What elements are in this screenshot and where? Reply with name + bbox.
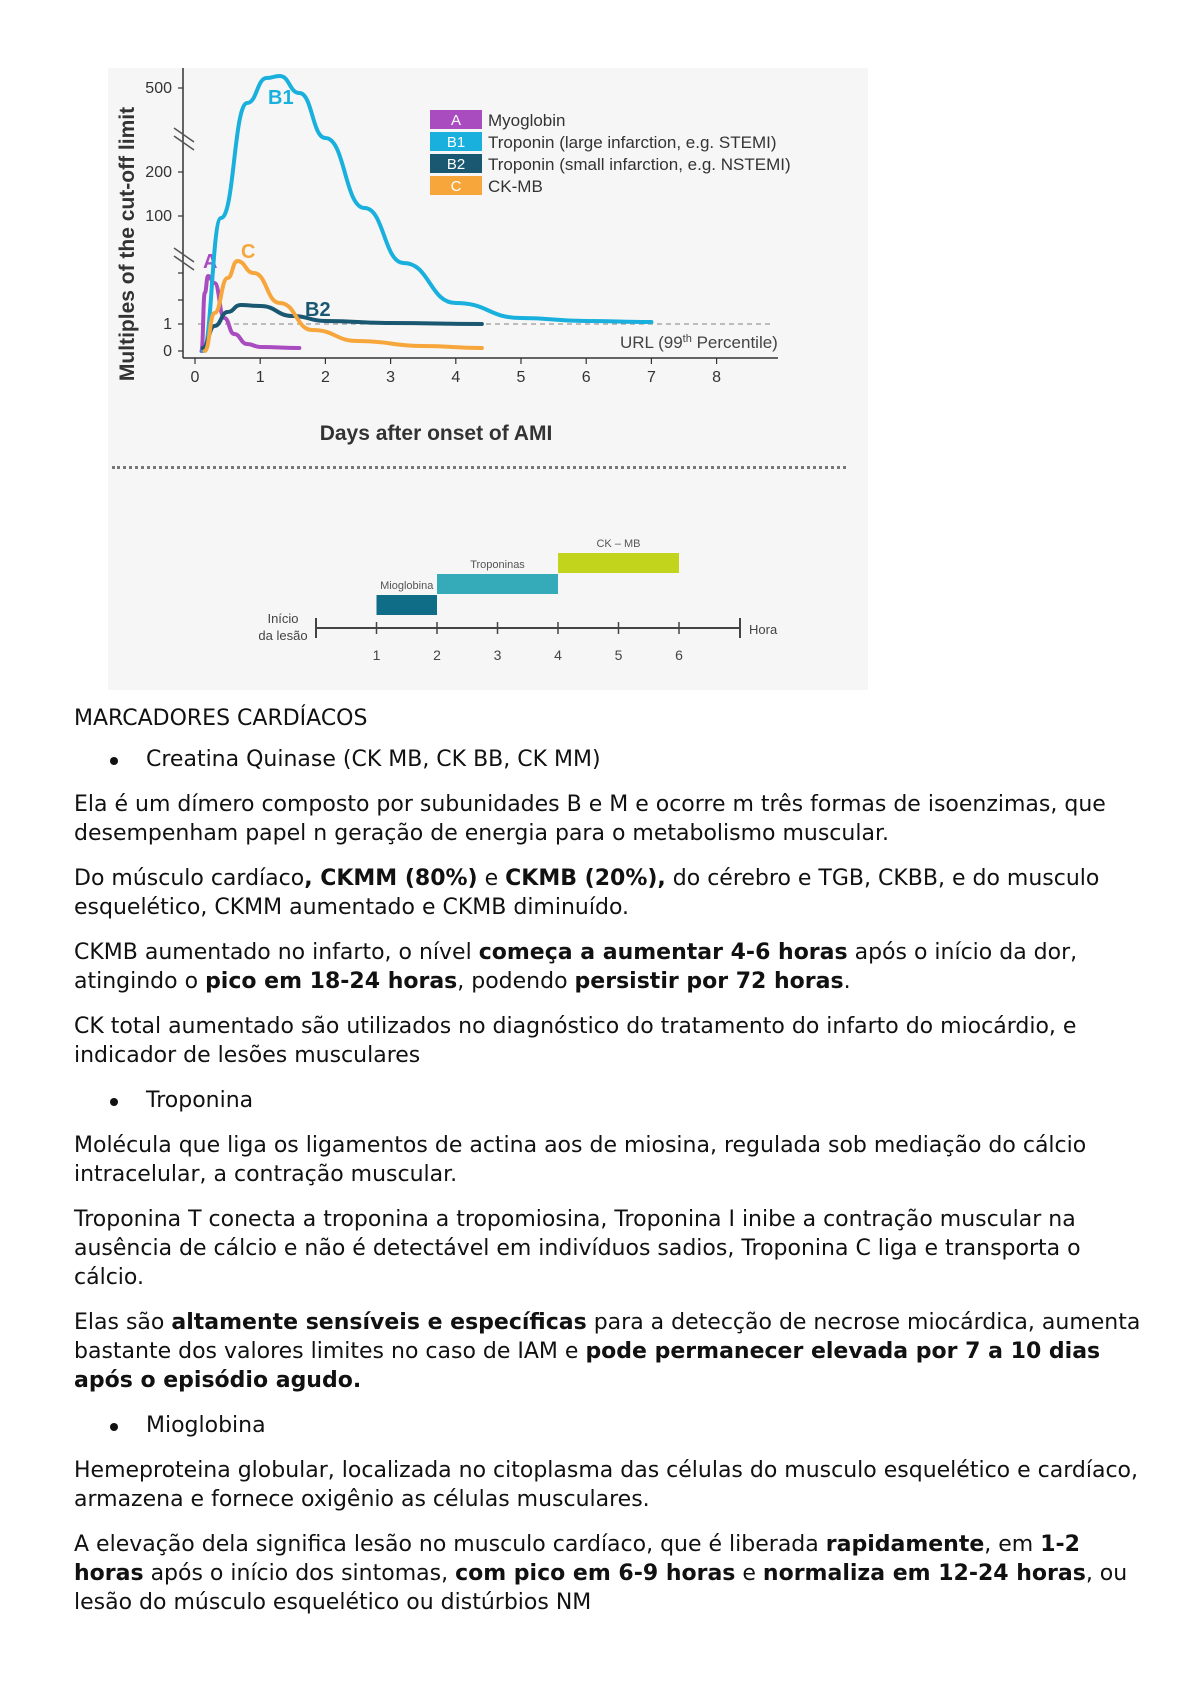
- timeline-start-label-2: da lesão: [258, 628, 308, 643]
- bold-text: normaliza em 12-24 horas: [762, 1561, 1086, 1586]
- y-tick-label: 100: [145, 208, 172, 225]
- text-run: , podendo: [457, 969, 575, 994]
- bullet-item: [74, 1086, 1144, 1115]
- timeline-end-label: Hora: [749, 622, 778, 637]
- body-paragraph: [74, 1131, 1144, 1189]
- text-run: Ela é um dímero composto por subunidades B e M e ocorre m três formas de isoenzimas, que desempenham papel n geração de energia para o metabolismo muscular.: [74, 792, 1106, 846]
- x-tick-label: 8: [712, 369, 722, 386]
- x-tick-label: 5: [516, 369, 526, 386]
- bold-text: começa a aumentar 4-6 horas: [478, 940, 848, 965]
- bullet-dot-icon: [110, 757, 118, 765]
- x-tick-label: 7: [646, 369, 656, 386]
- series-key-label-c: C: [241, 241, 256, 263]
- reference-line-label: URL (99th Percentile): [620, 333, 778, 352]
- series-key-label-b1: B1: [268, 87, 294, 109]
- y-tick-label: 0: [163, 343, 172, 360]
- body-paragraph: [74, 1456, 1144, 1514]
- y-tick-label: 500: [145, 80, 172, 97]
- y-tick-label: 200: [145, 164, 172, 181]
- text-run: do cérebro e TGB, CKBB, e do musculo esquelético, CKMM aumentado e CKMB diminuído.: [74, 866, 1100, 920]
- timeline-bar-3: [558, 553, 679, 573]
- bullet-label: Mioglobina: [146, 1413, 266, 1438]
- bold-text: persistir por 72 horas: [574, 969, 844, 994]
- timeline-bar-label: Troponinas: [470, 559, 525, 571]
- text-run: e: [477, 866, 506, 891]
- text-run: A elevação dela significa lesão no musculo cardíaco, que é liberada: [74, 1532, 826, 1557]
- x-tick-label: 1: [255, 369, 265, 386]
- axis-break-mark: [174, 248, 194, 270]
- text-run: , ou lesão do músculo esquelético ou distúrbios NM: [74, 1561, 1128, 1615]
- text-run: .: [843, 969, 851, 994]
- body-paragraph: [74, 864, 1144, 922]
- bold-text: pode permanecer elevada por 7 a 10 dias após o episódio agudo.: [74, 1339, 1101, 1393]
- axis-break-mark: [174, 128, 194, 150]
- text-run: após o início da dor, atingindo o: [74, 940, 1078, 994]
- text-run: Hemeproteina globular, localizada no citoplasma das células do musculo esquelético e cardíaco, armazena e fornece oxigênio as células musculares.: [74, 1458, 1138, 1512]
- text-run: Do músculo cardíaco: [74, 866, 305, 891]
- body-paragraph: [74, 1308, 1144, 1395]
- bullet-label: Creatina Quinase (CK MB, CK BB, CK MM): [146, 747, 601, 772]
- x-tick-label: 4: [451, 369, 461, 386]
- text-run: CKMB aumentado no infarto, o nível: [74, 940, 479, 965]
- bold-text: com pico em 6-9 horas: [455, 1561, 736, 1586]
- text-run: após o início dos sintomas,: [143, 1561, 456, 1586]
- chart-legend: [430, 110, 791, 196]
- document-body: [74, 704, 1144, 1633]
- series-key-label-b2: B2: [305, 299, 331, 321]
- sections-container: [74, 745, 1144, 1617]
- text-run: , em: [984, 1532, 1041, 1557]
- legend-entry: Troponin (large infarction, e.g. STEMI): [488, 133, 777, 152]
- text-run: e: [735, 1561, 763, 1586]
- bullet-dot-icon: [110, 1423, 118, 1431]
- timeline-bar-label: Mioglobina: [380, 580, 434, 592]
- bold-text: CKMB (20%),: [505, 866, 666, 891]
- biomarker-curves-chart: [108, 68, 868, 468]
- bold-text: 1-2 horas: [74, 1532, 1080, 1586]
- bold-text: pico em 18-24 horas: [205, 969, 458, 994]
- timeline-start-label: Início: [267, 611, 299, 626]
- figure-image: [108, 68, 868, 690]
- body-paragraph: [74, 790, 1144, 848]
- legend-entry: Troponin (small infarction, e.g. NSTEMI): [488, 155, 791, 174]
- legend-entry: Myoglobin: [488, 111, 566, 130]
- timeline-tick-label: 6: [675, 647, 683, 663]
- bullet-item: [74, 1411, 1144, 1440]
- timeline-tick-label: 2: [433, 647, 441, 663]
- body-paragraph: [74, 938, 1144, 996]
- dotted-separator: [112, 466, 846, 469]
- bullet-label: Troponina: [146, 1088, 254, 1113]
- bullet-item: [74, 745, 1144, 774]
- timeline-tick-label: 4: [554, 647, 562, 663]
- x-axis-label: Days after onset of AMI: [319, 422, 553, 445]
- page-title: MARCADORES CARDÍACOS: [74, 706, 368, 731]
- bold-text: altamente sensíveis e específicas: [171, 1310, 587, 1335]
- x-tick-label: 6: [581, 369, 591, 386]
- body-paragraph: [74, 1012, 1144, 1070]
- bold-text: , CKMM (80%): [304, 866, 478, 891]
- legend-key: B2: [446, 156, 466, 173]
- series-key-label-a: A: [203, 251, 218, 273]
- timeline-tick-label: 5: [614, 647, 623, 663]
- timeline-bar-label: CK – MB: [596, 538, 641, 550]
- legend-key: A: [450, 112, 462, 129]
- timeline-bar-2: [437, 574, 558, 594]
- x-tick-label: 3: [386, 369, 396, 386]
- body-paragraph: [74, 1205, 1144, 1292]
- x-tick-label: 2: [320, 369, 330, 386]
- bullet-dot-icon: [110, 1098, 118, 1106]
- marker-timeline-chart: [108, 478, 868, 690]
- text-run: Elas são: [74, 1310, 172, 1335]
- legend-entry: CK-MB: [488, 177, 543, 196]
- bold-text: rapidamente: [825, 1532, 985, 1557]
- text-run: Troponina T conecta a troponina a tropomiosina, Troponina I inibe a contração muscular na ausência de cálcio e não é detectável em indivíduos sadios, Troponina C liga e transporta o cálcio.: [74, 1207, 1081, 1290]
- legend-key: C: [450, 178, 462, 195]
- text-run: para a detecção de necrose miocárdica, aumenta bastante dos valores limites no caso de IAM e: [74, 1310, 1141, 1364]
- y-axis-label: Multiples of the cut-off limit: [116, 106, 139, 382]
- timeline-bar-1: [377, 595, 438, 615]
- text-run: Molécula que liga os ligamentos de actina aos de miosina, regulada sob mediação do cálcio intracelular, a contração muscular.: [74, 1133, 1087, 1187]
- x-tick-label: 0: [190, 369, 200, 386]
- y-tick-label: 1: [163, 316, 172, 333]
- timeline-tick-label: 3: [493, 647, 502, 663]
- text-run: CK total aumentado são utilizados no diagnóstico do tratamento do infarto do miocárdio, e indicador de lesões musculares: [74, 1014, 1077, 1068]
- body-paragraph: [74, 1530, 1144, 1617]
- legend-key: B1: [446, 134, 466, 151]
- timeline-tick-label: 1: [372, 647, 381, 663]
